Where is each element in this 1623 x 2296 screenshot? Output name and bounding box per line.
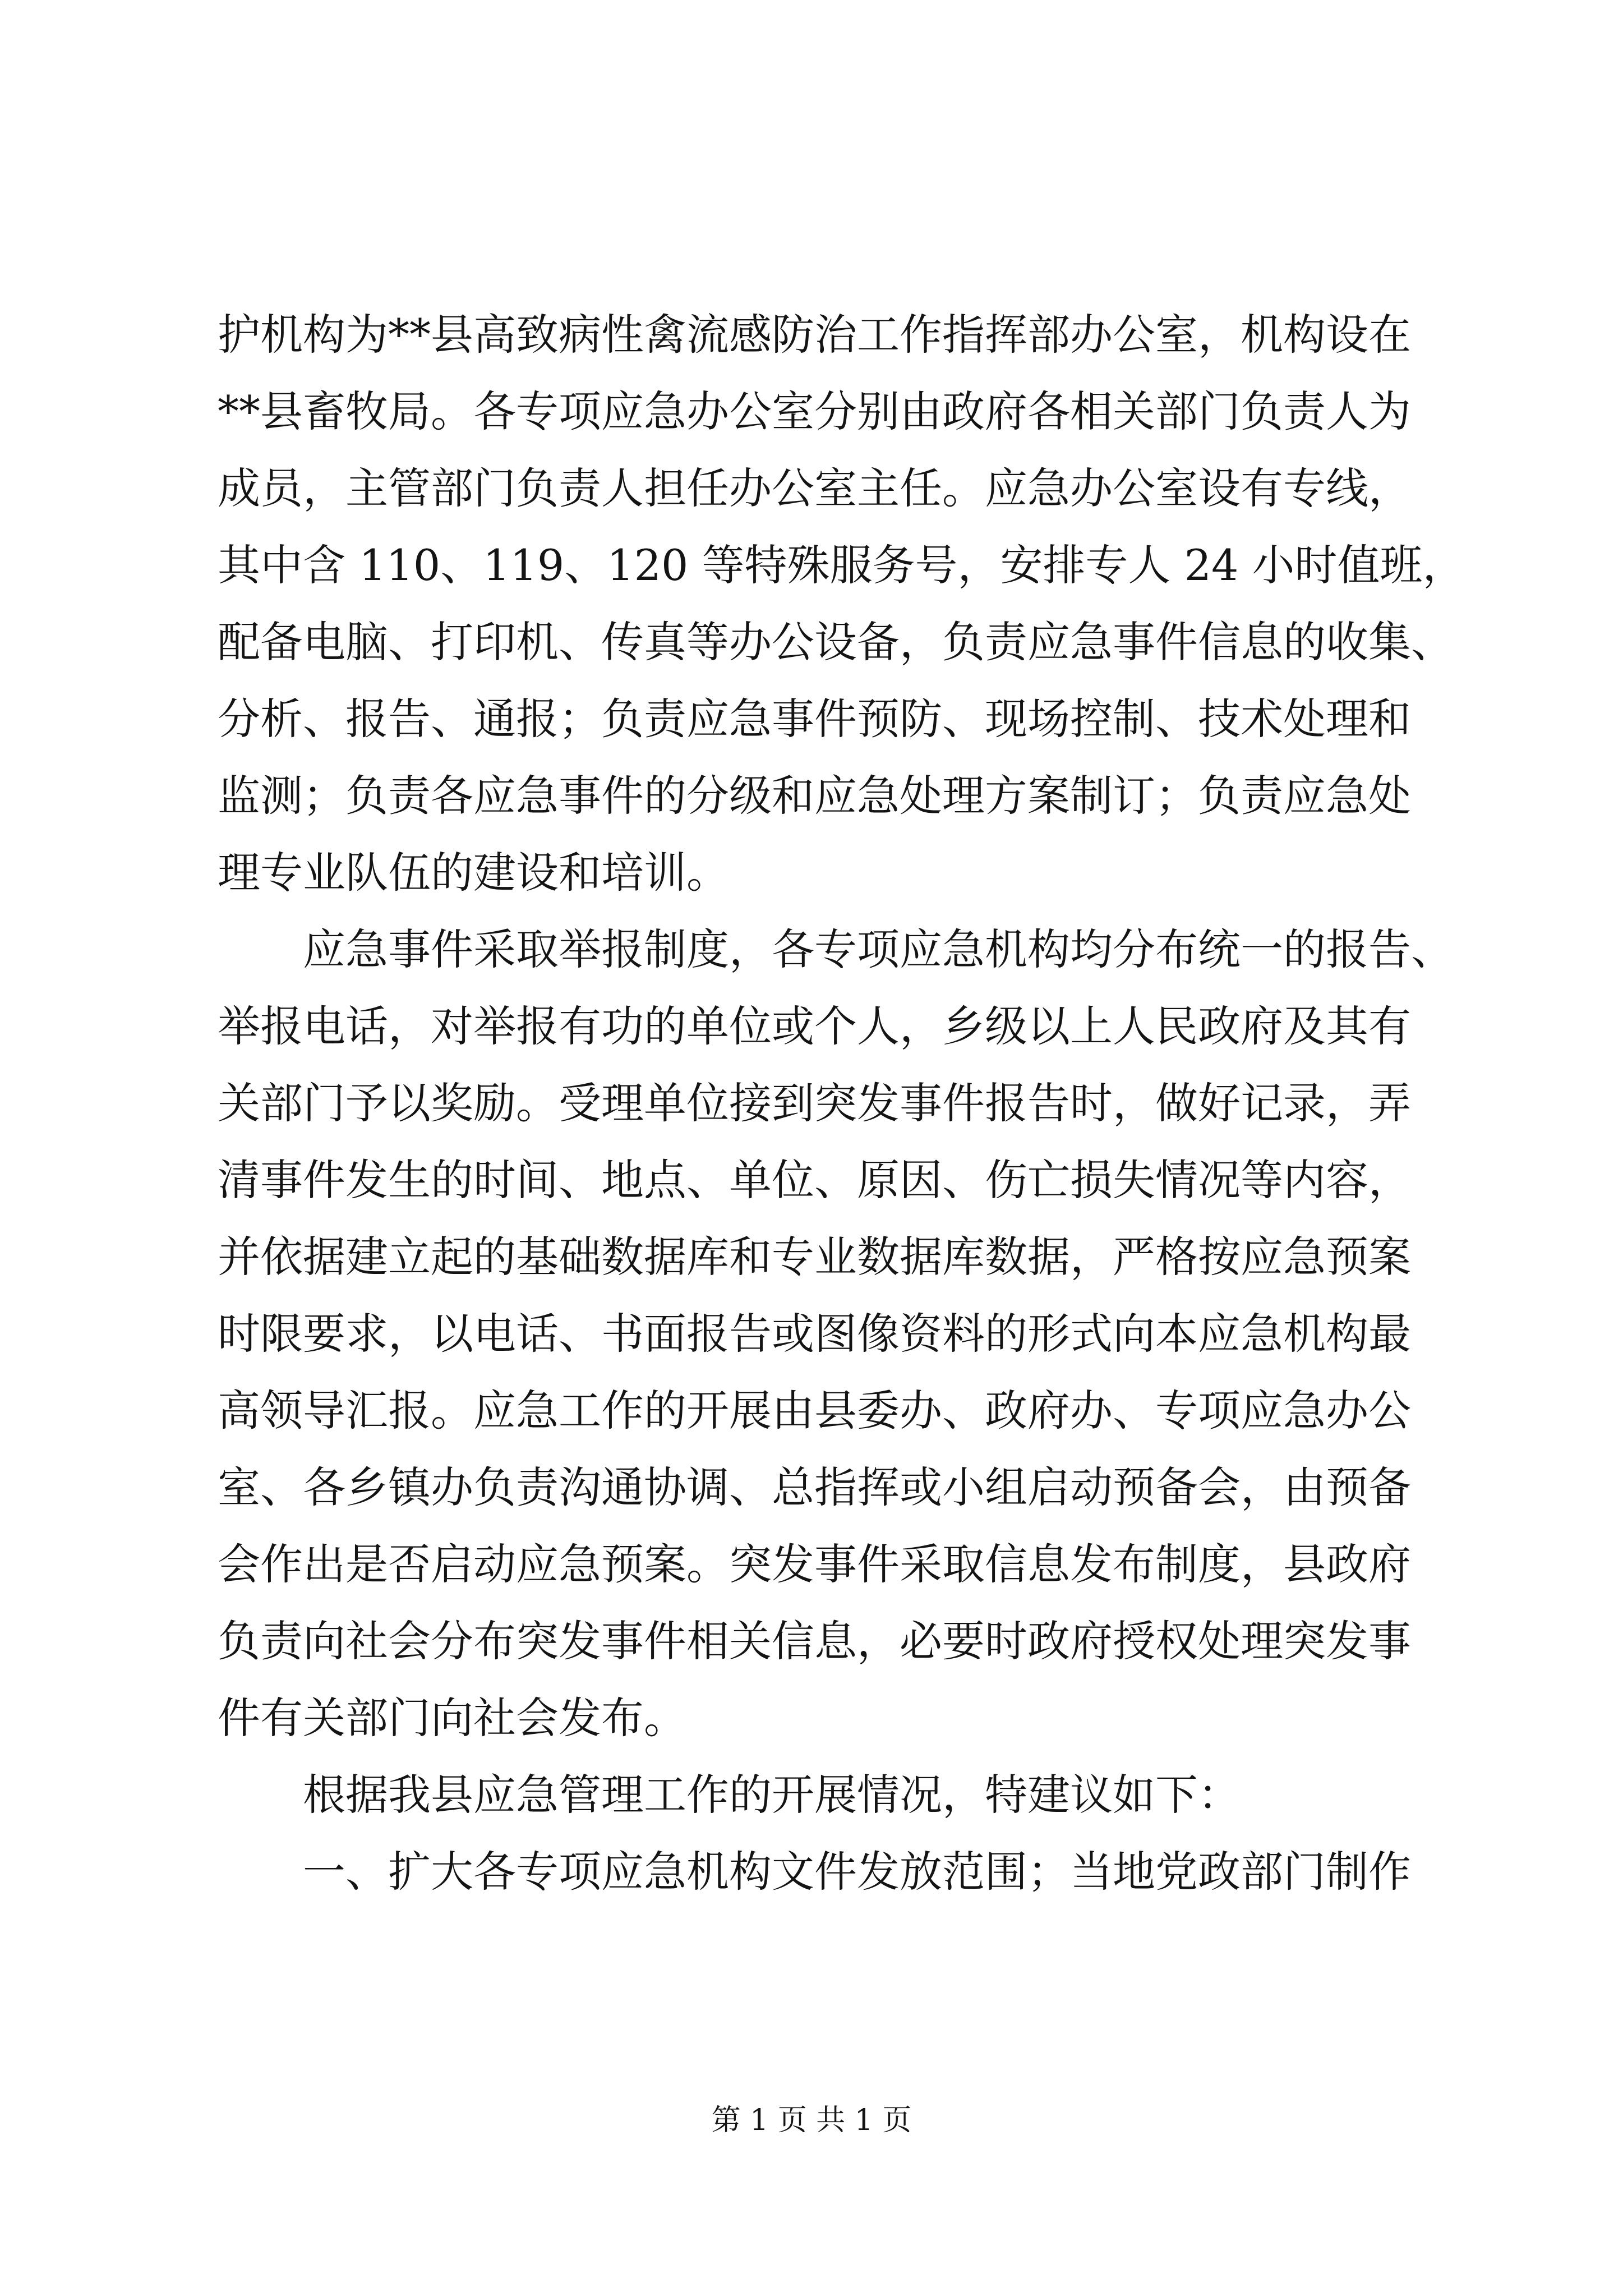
text-line: 会作出是否启动应急预案。突发事件采取信息发布制度，县政府 [218, 1539, 1411, 1589]
text-line: 清事件发生的时间、地点、单位、原因、伤亡损失情况等内容， [218, 1155, 1411, 1205]
text-line: 成员，主管部门负责人担任办公室主任。应急办公室设有专线， [218, 463, 1411, 513]
text-line: 并依据建立起的基础数据库和专业数据库数据，严格按应急预案 [218, 1232, 1411, 1282]
page-footer: 第 1 页 共 1 页 [711, 2104, 912, 2137]
text-line: 分析、报告、通报；负责应急事件预防、现场控制、技术处理和 [218, 694, 1411, 744]
text-line: 件有关部门向社会发布。 [218, 1693, 686, 1743]
text-line: 关部门予以奖励。受理单位接到突发事件报告时，做好记录，弄 [218, 1078, 1411, 1128]
text-line: 理专业队伍的建设和培训。 [218, 848, 729, 898]
text-line: 时限要求，以电话、书面报告或图像资料的形式向本应急机构最 [218, 1309, 1411, 1359]
document-body [218, 296, 1465, 1910]
text-line: 根据我县应急管理工作的开展情况，特建议如下： [218, 1770, 1241, 1820]
text-line: 举报电话，对举报有功的单位或个人，乡级以上人民政府及其有 [218, 1001, 1411, 1051]
text-line: 室、各乡镇办负责沟通协调、总指挥或小组启动预备会，由预备 [218, 1462, 1411, 1512]
text-line: 监测；负责各应急事件的分级和应急处理方案制订；负责应急处 [218, 771, 1411, 821]
text-line: **县畜牧局。各专项应急办公室分别由政府各相关部门负责人为 [218, 386, 1411, 436]
text-line: 高领导汇报。应急工作的开展由县委办、政府办、专项应急办公 [218, 1386, 1411, 1435]
text-line: 一、扩大各专项应急机构文件发放范围；当地党政部门制作 [218, 1847, 1411, 1897]
text-line: 其中含 110、119、120 等特殊服务号，安排专人 24 小时值班， [218, 540, 1465, 590]
text-line: 配备电脑、打印机、传真等办公设备，负责应急事件信息的收集、 [218, 617, 1454, 667]
text-line: 应急事件采取举报制度，各专项应急机构均分布统一的报告、 [218, 924, 1454, 974]
text-line: 护机构为**县高致病性禽流感防治工作指挥部办公室，机构设在 [218, 310, 1411, 360]
text-line: 负责向社会分布突发事件相关信息，必要时政府授权处理突发事 [218, 1616, 1411, 1666]
